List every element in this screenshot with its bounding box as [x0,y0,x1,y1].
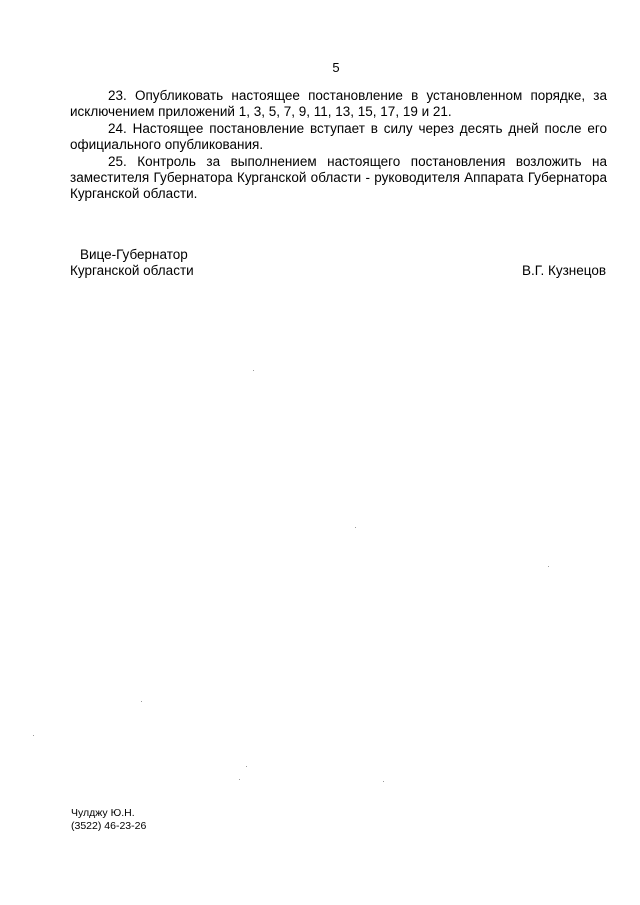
executor-note [71,807,146,832]
signatory-position [70,247,194,280]
executor-name: Чулджу Ю.Н. [71,807,135,819]
scan-speck [141,701,142,702]
paragraph-25: 25. Контроль за выполнением настоящего постановления возложить на заместителя Губернатора Курганской области - руководителя Аппарата Губернатора Курганской области. [70,153,607,202]
scan-speck [355,527,356,528]
scan-speck [548,566,549,567]
scan-speck [239,779,240,780]
paragraph-24: 24. Настоящее постановление вступает в силу через десять дней после его официального опубликования. [70,120,607,153]
signatory-name: В.Г. Кузнецов [522,263,606,278]
signatory-position-line1: Вице-Губернатор [80,247,188,262]
document-body [70,88,607,203]
scan-speck [246,766,247,767]
executor-phone: (3522) 46-23-26 [71,819,147,832]
page-number: 5 [332,60,340,75]
scan-speck [33,735,34,736]
paragraph-23: 23. Опубликовать настоящее постановление в установленном порядке, за исключением приложений 1, 3, 5, 7, 9, 11, 13, 15, 17, 19 и 21. [70,88,607,120]
scan-speck [383,781,384,782]
signatory-position-line2: Курганской области [70,263,194,279]
scan-speck [253,370,254,371]
